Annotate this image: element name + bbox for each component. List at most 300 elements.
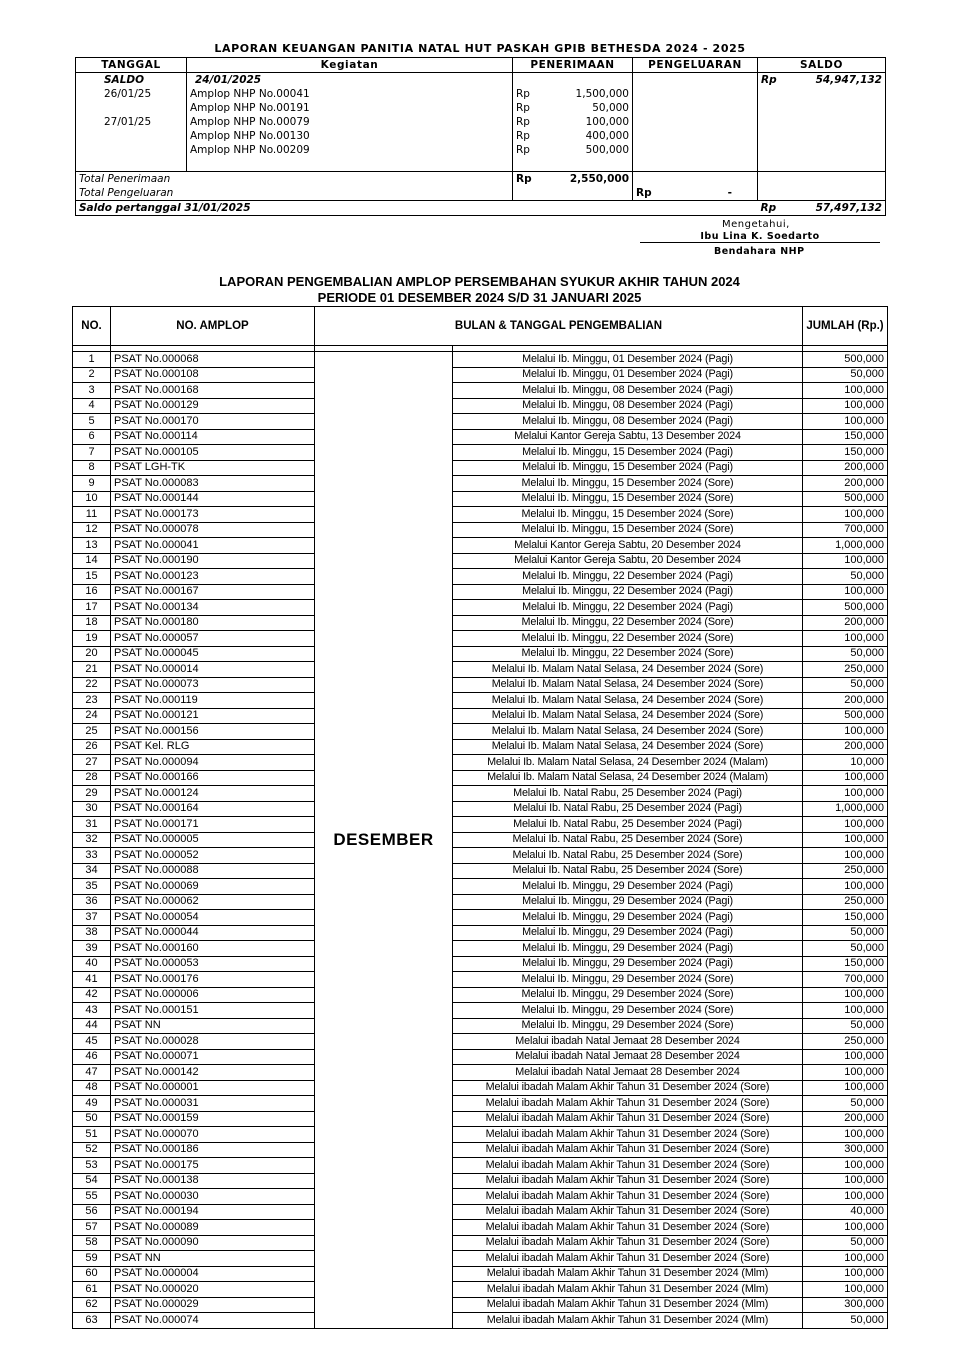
return-description: Melalui Ib. Natal Rabu, 25 Desember 2024 (Sore) [453,832,803,848]
return-amount: 200,000 [803,739,888,755]
return-description: Melalui Ib. Minggu, 08 Desember 2024 (Pagi) [453,414,803,430]
return-amount: 100,000 [803,1173,888,1189]
return-description: Melalui Ib. Minggu, 29 Desember 2024 (Pagi) [453,941,803,957]
return-description: Melalui Ib. Minggu, 15 Desember 2024 (Pagi) [453,445,803,461]
envelope-number: PSAT No.000190 [111,553,315,569]
return-amount: 150,000 [803,910,888,926]
currency-label: Rp [516,173,532,185]
return-amount: 100,000 [803,1189,888,1205]
envelope-number: PSAT No.000168 [111,383,315,399]
return-amount: 100,000 [803,398,888,414]
return-amount: 100,000 [803,414,888,430]
table-row [73,956,888,972]
return-amount: 50,000 [803,367,888,383]
row-number: 1 [73,352,111,368]
envelope-number: PSAT No.000005 [111,832,315,848]
row-number: 51 [73,1127,111,1143]
return-amount: 100,000 [803,553,888,569]
table-row [73,677,888,693]
return-description: Melalui Ib. Minggu, 29 Desember 2024 (Sore) [453,1018,803,1034]
row-number: 40 [73,956,111,972]
table-row [73,646,888,662]
month-cell: DESEMBER [315,352,453,1329]
row-number: 48 [73,1080,111,1096]
return-description: Melalui Ib. Minggu, 22 Desember 2024 (Sore) [453,631,803,647]
envelope-number: PSAT No.000170 [111,414,315,430]
return-description: Melalui Ib. Malam Natal Selasa, 24 Desember 2024 (Sore) [453,677,803,693]
row-number: 31 [73,817,111,833]
table-row [73,1282,888,1298]
return-amount: 100,000 [803,770,888,786]
currency-label: Rp [636,187,652,199]
row-number: 24 [73,708,111,724]
envelope-number: PSAT No.000167 [111,584,315,600]
return-description: Melalui Ib. Minggu, 29 Desember 2024 (Pagi) [453,910,803,926]
row-number: 32 [73,832,111,848]
return-description: Melalui Ib. Malam Natal Selasa, 24 Desember 2024 (Sore) [453,708,803,724]
row-number: 18 [73,615,111,631]
row-number: 56 [73,1204,111,1220]
financial-header-row [76,58,886,73]
envelope-number: PSAT No.000159 [111,1111,315,1127]
return-amount: 250,000 [803,662,888,678]
return-description: Melalui Ib. Minggu, 08 Desember 2024 (Pagi) [453,383,803,399]
row-number: 12 [73,522,111,538]
header-expense: PENGELUARAN [633,58,758,73]
currency-label: Rp [761,74,777,86]
envelope-number: PSAT No.000030 [111,1189,315,1205]
table-row [73,398,888,414]
envelope-number: PSAT No.000070 [111,1127,315,1143]
table-row [73,972,888,988]
row-number: 59 [73,1251,111,1267]
return-amount: 50,000 [803,1313,888,1329]
row-number: 49 [73,1096,111,1112]
table-row [73,569,888,585]
table-row [73,1003,888,1019]
entry-date [76,129,187,143]
opening-amount: 54,947,132 [815,74,882,86]
row-number: 55 [73,1189,111,1205]
return-description: Melalui Ib. Minggu, 22 Desember 2024 (Pagi) [453,600,803,616]
return-amount: 500,000 [803,491,888,507]
return-amount: 300,000 [803,1142,888,1158]
return-description: Melalui ibadah Malam Akhir Tahun 31 Desember 2024 (Sore) [453,1220,803,1236]
table-row [73,1018,888,1034]
return-description: Melalui Ib. Minggu, 22 Desember 2024 (Pagi) [453,569,803,585]
entry-date: 27/01/25 [76,115,187,129]
return-description: Melalui Ib. Minggu, 29 Desember 2024 (Pagi) [453,925,803,941]
row-number: 6 [73,429,111,445]
currency-label: Rp [516,102,530,114]
acknowledged-label: Mengetahui, [722,219,790,230]
table-row [73,724,888,740]
table-row [73,491,888,507]
return-description: Melalui Ib. Natal Rabu, 25 Desember 2024 (Pagi) [453,817,803,833]
return-description: Melalui Kantor Gereja Sabtu, 20 Desember 2024 [453,553,803,569]
envelope-number: PSAT No.000028 [111,1034,315,1050]
return-amount: 150,000 [803,445,888,461]
entry-income-amount: 400,000 [585,130,629,142]
table-row [73,863,888,879]
return-description: Melalui ibadah Malam Akhir Tahun 31 Desember 2024 (Mlm) [453,1297,803,1313]
table-row [73,1220,888,1236]
row-number: 3 [73,383,111,399]
table-row [73,786,888,802]
envelope-number: PSAT No.000186 [111,1142,315,1158]
envelope-number: PSAT No.000105 [111,445,315,461]
return-amount: 1,000,000 [803,538,888,554]
row-number: 19 [73,631,111,647]
envelope-number: PSAT No.000052 [111,848,315,864]
opening-date: 24/01/2025 [187,73,513,88]
return-description: Melalui ibadah Malam Akhir Tahun 31 Desember 2024 (Sore) [453,1127,803,1143]
row-number: 50 [73,1111,111,1127]
table-row [73,1158,888,1174]
table-row [73,367,888,383]
entry-income-amount: 500,000 [585,144,629,156]
envelope-number: PSAT No.000151 [111,1003,315,1019]
return-description: Melalui Ib. Minggu, 15 Desember 2024 (Sore) [453,491,803,507]
return-amount: 50,000 [803,677,888,693]
entry-date [76,101,187,115]
envelope-number: PSAT No.000094 [111,755,315,771]
return-amount: 100,000 [803,584,888,600]
envelope-number: PSAT No.000001 [111,1080,315,1096]
return-amount: 50,000 [803,925,888,941]
return-amount: 100,000 [803,1049,888,1065]
table-row [73,1065,888,1081]
table-row [73,414,888,430]
total-expense-row [76,186,886,201]
return-amount: 100,000 [803,1220,888,1236]
opening-amount-cell [758,73,886,88]
total-income-row [76,172,886,187]
row-number: 60 [73,1266,111,1282]
row-number: 8 [73,460,111,476]
table-row [73,755,888,771]
entry-income-cell [513,143,633,157]
entry-income-cell [513,101,633,115]
entry-income-cell [513,115,633,129]
envelope-number: PSAT No.000156 [111,724,315,740]
return-description: Melalui ibadah Natal Jemaat 28 Desember 2024 [453,1065,803,1081]
row-number: 28 [73,770,111,786]
table-row [73,383,888,399]
return-amount: 500,000 [803,708,888,724]
return-amount: 100,000 [803,507,888,523]
closing-amount-cell [758,201,886,216]
table-row [73,910,888,926]
header-amount: JUMLAH (Rp.) [803,307,888,346]
row-number: 20 [73,646,111,662]
envelope-number: PSAT No.000044 [111,925,315,941]
return-description: Melalui ibadah Malam Akhir Tahun 31 Desember 2024 (Sore) [453,1173,803,1189]
row-number: 25 [73,724,111,740]
envelope-number: PSAT No.000121 [111,708,315,724]
return-amount: 100,000 [803,1251,888,1267]
return-amount: 100,000 [803,987,888,1003]
row-number: 14 [73,553,111,569]
envelope-number: PSAT No.000053 [111,956,315,972]
total-income-label: Total Penerimaan [76,172,513,187]
return-amount: 250,000 [803,863,888,879]
return-amount: 100,000 [803,832,888,848]
envelope-number: PSAT No.000062 [111,894,315,910]
total-income-cell [513,172,633,187]
envelope-number: PSAT No.000129 [111,398,315,414]
return-description: Melalui Ib. Malam Natal Selasa, 24 Desember 2024 (Sore) [453,693,803,709]
currency-label: Rp [760,202,777,214]
return-description: Melalui ibadah Malam Akhir Tahun 31 Desember 2024 (Mlm) [453,1266,803,1282]
envelope-number: PSAT No.000071 [111,1049,315,1065]
currency-label: Rp [516,144,530,156]
return-description: Melalui Ib. Minggu, 01 Desember 2024 (Pagi) [453,367,803,383]
table-row [73,476,888,492]
table-row [73,445,888,461]
row-number: 37 [73,910,111,926]
row-number: 52 [73,1142,111,1158]
return-description: Melalui Ib. Minggu, 22 Desember 2024 (Sore) [453,615,803,631]
row-number: 21 [73,662,111,678]
row-number: 7 [73,445,111,461]
table-row [73,832,888,848]
return-description: Melalui ibadah Malam Akhir Tahun 31 Desember 2024 (Sore) [453,1111,803,1127]
header-envelope-no: NO. AMPLOP [111,307,315,346]
return-amount: 500,000 [803,600,888,616]
envelope-number: PSAT No.000041 [111,538,315,554]
return-amount: 50,000 [803,1018,888,1034]
row-number: 2 [73,367,111,383]
table-row [73,553,888,569]
envelope-number: PSAT No.000144 [111,491,315,507]
envelope-number: PSAT No.000031 [111,1096,315,1112]
row-number: 61 [73,1282,111,1298]
table-row [73,1096,888,1112]
row-number: 58 [73,1235,111,1251]
row-number: 30 [73,801,111,817]
table-row [73,600,888,616]
table-row [73,1111,888,1127]
table-row [73,538,888,554]
entry-income-cell [513,129,633,143]
row-number: 57 [73,1220,111,1236]
table-row [73,1189,888,1205]
envelope-number: PSAT No.000020 [111,1282,315,1298]
return-amount: 100,000 [803,1266,888,1282]
envelope-number: PSAT No.000173 [111,507,315,523]
return-amount: 250,000 [803,894,888,910]
return-description: Melalui ibadah Malam Akhir Tahun 31 Desember 2024 (Sore) [453,1080,803,1096]
return-amount: 100,000 [803,1282,888,1298]
header-no: NO. [73,307,111,346]
envelope-number: PSAT No.000083 [111,476,315,492]
table-row [73,941,888,957]
return-description: Melalui Ib. Minggu, 29 Desember 2024 (Pagi) [453,956,803,972]
return-description: Melalui Kantor Gereja Sabtu, 13 Desember 2024 [453,429,803,445]
envelope-number: PSAT No.000006 [111,987,315,1003]
return-description: Melalui Ib. Minggu, 29 Desember 2024 (Pagi) [453,879,803,895]
table-row [73,1173,888,1189]
envelope-number: PSAT NN [111,1251,315,1267]
table-row [73,429,888,445]
financial-report-table [75,57,886,216]
header-date: TANGGAL [76,58,187,73]
row-number: 27 [73,755,111,771]
return-amount: 100,000 [803,848,888,864]
header-income: PENERIMAAN [513,58,633,73]
return-amount: 10,000 [803,755,888,771]
financial-report-title: LAPORAN KEUANGAN PANITIA NATAL HUT PASKAH GPIB BETHESDA 2024 - 2025 [214,42,746,55]
entry-activity: Amplop NHP No.00041 [187,87,513,101]
return-amount: 250,000 [803,1034,888,1050]
envelope-number: PSAT No.000078 [111,522,315,538]
row-number: 34 [73,863,111,879]
return-description: Melalui Ib. Minggu, 29 Desember 2024 (Sore) [453,972,803,988]
envelope-number: PSAT No.000054 [111,910,315,926]
envelope-number: PSAT No.000180 [111,615,315,631]
entry-activity: Amplop NHP No.00209 [187,143,513,157]
return-description: Melalui ibadah Malam Akhir Tahun 31 Desember 2024 (Sore) [453,1158,803,1174]
return-amount: 50,000 [803,1235,888,1251]
envelope-number: PSAT No.000068 [111,352,315,368]
return-description: Melalui Ib. Malam Natal Selasa, 24 Desember 2024 (Malam) [453,770,803,786]
table-row [73,848,888,864]
table-row [73,1313,888,1329]
return-description: Melalui Ib. Malam Natal Selasa, 24 Desember 2024 (Malam) [453,755,803,771]
envelope-number: PSAT No.000004 [111,1266,315,1282]
signer-name: Ibu Lina K. Soedarto [700,231,820,242]
closing-label: Saldo pertanggal 31/01/2025 [76,201,758,216]
row-number: 11 [73,507,111,523]
return-description: Melalui ibadah Malam Akhir Tahun 31 Desember 2024 (Mlm) [453,1282,803,1298]
return-description: Melalui Ib. Minggu, 29 Desember 2024 (Sore) [453,987,803,1003]
return-description: Melalui Ib. Malam Natal Selasa, 24 Desember 2024 (Sore) [453,724,803,740]
return-description: Melalui Ib. Malam Natal Selasa, 24 Desember 2024 (Sore) [453,739,803,755]
row-number: 13 [73,538,111,554]
table-row [73,925,888,941]
header-return-date: BULAN & TANGGAL PENGEMBALIAN [315,307,803,346]
row-number: 39 [73,941,111,957]
total-expense-cell [633,186,758,201]
envelope-number: PSAT No.000089 [111,1220,315,1236]
envelope-number: PSAT No.000176 [111,972,315,988]
row-number: 33 [73,848,111,864]
return-description: Melalui ibadah Malam Akhir Tahun 31 Desember 2024 (Sore) [453,1251,803,1267]
return-description: Melalui Ib. Malam Natal Selasa, 24 Desember 2024 (Sore) [453,662,803,678]
row-number: 45 [73,1034,111,1050]
return-amount: 100,000 [803,1158,888,1174]
entry-income-cell [513,87,633,101]
table-row [73,352,888,368]
closing-amount: 57,497,132 [815,202,882,214]
return-amount: 100,000 [803,817,888,833]
income-entry-row [76,115,886,129]
table-row [73,1235,888,1251]
table-row [73,584,888,600]
return-amount: 150,000 [803,429,888,445]
return-description: Melalui Ib. Natal Rabu, 25 Desember 2024 (Sore) [453,863,803,879]
entry-activity: Amplop NHP No.00079 [187,115,513,129]
row-number: 54 [73,1173,111,1189]
return-amount: 50,000 [803,569,888,585]
return-amount: 40,000 [803,1204,888,1220]
return-description: Melalui ibadah Malam Akhir Tahun 31 Desember 2024 (Sore) [453,1235,803,1251]
return-amount: 100,000 [803,383,888,399]
entry-date [76,143,187,157]
envelope-number: PSAT No.000074 [111,1313,315,1329]
table-row [73,987,888,1003]
envelope-header-row [73,307,888,346]
return-description: Melalui ibadah Malam Akhir Tahun 31 Desember 2024 (Sore) [453,1096,803,1112]
return-description: Melalui ibadah Malam Akhir Tahun 31 Desember 2024 (Sore) [453,1142,803,1158]
row-number: 53 [73,1158,111,1174]
return-amount: 100,000 [803,724,888,740]
return-description: Melalui Ib. Minggu, 15 Desember 2024 (Sore) [453,507,803,523]
return-description: Melalui ibadah Malam Akhir Tahun 31 Desember 2024 (Sore) [453,1189,803,1205]
row-number: 38 [73,925,111,941]
income-entry-row [76,143,886,157]
envelope-number: PSAT NN [111,1018,315,1034]
return-amount: 500,000 [803,352,888,368]
currency-label: Rp [516,130,530,142]
envelope-number: PSAT No.000014 [111,662,315,678]
return-description: Melalui Ib. Minggu, 29 Desember 2024 (Sore) [453,1003,803,1019]
table-row [73,770,888,786]
row-number: 29 [73,786,111,802]
return-amount: 100,000 [803,1080,888,1096]
return-description: Melalui Ib. Natal Rabu, 25 Desember 2024 (Pagi) [453,801,803,817]
income-entry-row [76,87,886,101]
income-entry-row [76,129,886,143]
table-row [73,1034,888,1050]
opening-label: SALDO [76,73,187,88]
return-description: Melalui Ib. Minggu, 15 Desember 2024 (Sore) [453,522,803,538]
envelope-number: PSAT No.000194 [111,1204,315,1220]
table-row [73,662,888,678]
table-row [73,631,888,647]
return-description: Melalui ibadah Malam Akhir Tahun 31 Desember 2024 (Mlm) [453,1313,803,1329]
table-row [73,1127,888,1143]
envelope-number: PSAT No.000057 [111,631,315,647]
table-row [73,708,888,724]
return-description: Melalui ibadah Natal Jemaat 28 Desember 2024 [453,1049,803,1065]
table-row [73,615,888,631]
return-amount: 50,000 [803,646,888,662]
closing-balance-row [76,201,886,216]
return-description: Melalui Ib. Natal Rabu, 25 Desember 2024 (Pagi) [453,786,803,802]
table-row [73,1142,888,1158]
return-description: Melalui Ib. Natal Rabu, 25 Desember 2024 (Sore) [453,848,803,864]
blank-row [76,157,886,172]
row-number: 42 [73,987,111,1003]
envelope-number: PSAT No.000171 [111,817,315,833]
opening-balance-row [76,73,886,88]
row-number: 4 [73,398,111,414]
row-number: 22 [73,677,111,693]
currency-label: Rp [516,88,530,100]
table-row [73,879,888,895]
row-number: 36 [73,894,111,910]
table-row [73,1251,888,1267]
envelope-number: PSAT No.000045 [111,646,315,662]
envelope-number: PSAT LGH-TK [111,460,315,476]
envelope-number: PSAT No.000090 [111,1235,315,1251]
envelope-number: PSAT No.000073 [111,677,315,693]
row-number: 5 [73,414,111,430]
envelope-return-table [72,306,888,1329]
return-amount: 200,000 [803,460,888,476]
